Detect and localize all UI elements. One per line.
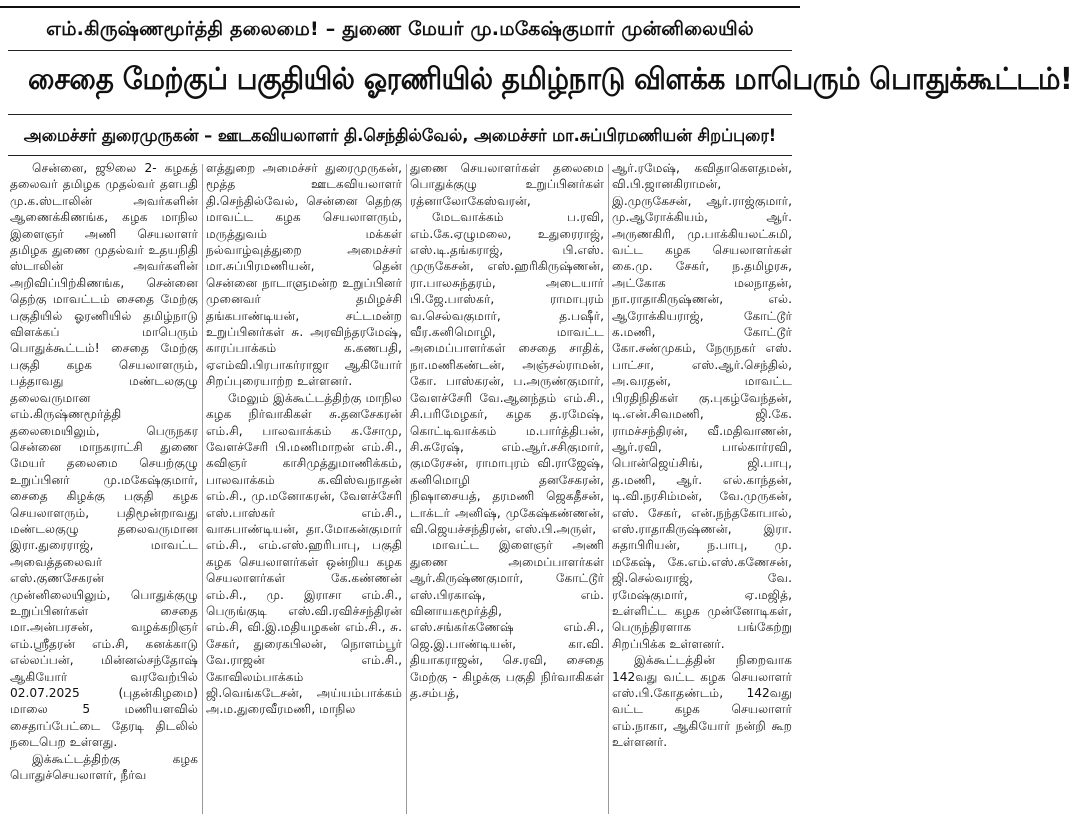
headline-divider <box>8 114 792 115</box>
paragraph: ஆர்.ரமேஷ், கவிதாகௌதமன், வி.பி.ஜானகிராமன், இ.முருகேசன், ஆர்.ராஜ்குமார், மு.ஆரோக்கியம், ஆர். அருணகிரி, மு.பாக்கியலட்சுமி, வட்ட கழக செயலாளர்கள் கை.மு. சேகர், ந.தமிழரசு, அட்கோக மலநாதன், நா.ராதாகிருஷ்ணன், எல். ஆரோக்கியராஜ், கோட்டூர் க.மணி, கோட்டூர் கோ.சண்முகம், நேருநகர் எஸ். பாட்சா, எஸ்.ஆர்.செந்தில், அ.வரதன், மாவட்ட பிரதிநிதிகள் கு.புகழ்வேந்தன், டி.என்.சிவமணி, ஜி.கே. ராமச்சந்திரன், வீ.மதிவாணன், ஆர்.ரவி, பால்கார்ரவி, பொன்ஜெய்சிங், ஜி.பாபு, த.மணி, ஆர். எல்.காந்தன், டி.வி.நரசிம்மன், வே.முருகன், எஸ். சேகர், என்.நந்தகோபால், எஸ்.ராதாகிருஷ்ணன், இரா. சுதாபிரியன், ந.பாபு, மு. மகேஷ், கே.எம்.எஸ்.கணேசன், ஜி.செல்வராஜ், வே. ரமேஷ்குமார், ஏ.மஜித், உள்ளிட்ட கழக முன்னோடிகள், பெருந்திரளாக பங்கேற்று சிறப்பிக்க உள்ளனர். <box>612 161 792 651</box>
column-divider <box>406 164 407 814</box>
paragraph: சென்னை, ஜூலை 2- கழகத் தலைவர் தமிழக முதல்வர் தளபதி மு.க.ஸ்டாலின் அவர்களின் ஆணைக்கிணங்க, கழக மாநில இளைஞர் அணி செயலாளர் தமிழக துணை முதல்வர் உதயநிதி ஸ்டாலின் அவர்களின் அறிவிப்பிற்கிணங்க, சென்னை தெற்கு மாவட்டம் சைதை மேற்கு பகுதியில் ஓரணியில் தமிழ்நாடு விளக்கப் மாபெரும் பொதுக்கூட்டம்! சைதை மேற்கு பகுதி கழக செயலாளரும், பத்தாவது மண்டலகுழு தலைவருமான எம்.கிருஷ்ணமூர்த்தி தலைமையிலும், பெருநகர சென்னை மாநகராட்சி துணை மேயர் தலைமை செயற்குழு உறுப்பினர் மு.மகேஷ்குமார், சைதை கிழக்கு பகுதி கழக செயலாளரும், பதிமூன்றாவது மண்டலகுழு தலைவருமான இரா.துரைராஜ், மாவட்ட அவைத்தலைவர் எஸ்.குணசேகரன் முன்னிலையிலும், பொதுக்குழு உறுப்பினர்கள் சைதை மா.அன்பரசன், வழக்கறிஞர் எம்.ஸ்ரீதரன் எம்.சி, கனக்காடு எல்லப்பன், மின்னல்சந்தோஷ் ஆகியோர் வரவேற்பில் 02.07.2025 (புதன்கிழமை) மாலை 5 மணியளவில் சைதாப்பேட்டை தேரடி திடலில் நடைபெற உள்ளது. <box>10 161 198 750</box>
top-border <box>0 0 800 8</box>
paragraph: இக்கூட்டத்தின் நிறைவாக 142வது வட்ட கழக செயலாளர் எஸ்.பி.கோதண்டம், 142வது வட்ட கழக செயலாளர் எம்.நாகா, ஆகியோர் நன்றி கூற உள்ளனர். <box>612 653 792 750</box>
paragraph: மேலும் இக்கூட்டத்திற்கு மாநில கழக நிர்வாகிகள் சு.தனசேகரன் எம்.சி, பாலவாக்கம் க.சோமு, வேளச்சேரி பி.மணிமாறன் எம்.சி., கவிஞர் காசிமுத்துமாணிக்கம், பாலவாக்கம் க.விஸ்வநாதன் எம்.சி., மு.மனோகரன், வேளச்சேரி எஸ்.பாஸ்கர் எம்.சி., வாசுபாண்டியன், தா.மோகன்குமார் எம்.சி., எம்.எஸ்.ஹரிபாபு, பகுதி கழக செயலாளர்கள் ஒன்றிய கழக செயலாளர்கள் கே.கண்ணன் எம்.சி., மு. இராசா எம்.சி., பெருங்குடி எஸ்.வி.ரவிச்சந்திரன் எம்.சி, வி.இ.மதியழகன் எம்.சி., சு. சேகர், துரைகபிலன், நொளம்பூர் வே.ராஜன் எம்.சி., கோவிலம்பாக்கம் ஜி.வெங்கடேசன், அய்யம்பாக்கம் அ.ம.துரைவீரமணி, மாநில <box>206 390 402 717</box>
article-column-4 <box>612 160 792 816</box>
subheadline: அமைச்சர் துரைமுருகன் – ஊடகவியலாளர் தி.செந்தில்வேல், அமைச்சர் மா.சுப்பிரமணியன் சிறப்புரை! <box>23 126 777 146</box>
paragraph: ளத்துறை அமைச்சர் துரைமுருகன், மூத்த ஊடகவியலாளர் தி.செந்தில்வேல், சென்னை தெற்கு மாவட்ட கழக செயலாளரும், மருத்துவம் மக்கள் நல்வாழ்வுத்துறை அமைச்சர் மா.சுப்பிரமணியன், தென் சென்னை நாடாளுமன்ற உறுப்பினர் முனைவர் தமிழச்சி தங்கபாண்டியன், சட்டமன்ற உறுப்பினர்கள் சு. அரவிந்தரமேஷ், காரப்பாக்கம் க.கணபதி, ஏஎம்வி.பிரபாகர்ராஜா ஆகியோர் சிறப்புரையாற்ற உள்ளனர். <box>206 161 402 389</box>
headline: சைதை மேற்குப் பகுதியில் ஓரணியில் தமிழ்நாடு விளக்க மாபெரும் பொதுக்கூட்டம்! <box>28 62 1072 97</box>
paragraph: துணை செயலாளர்கள் தலைமை பொதுக்குழு உறுப்பினர்கள் ரத்னாலோகேஸ்வரன், <box>410 161 604 208</box>
article-column-3 <box>410 160 604 816</box>
paragraph: இக்கூட்டத்திற்கு கழக பொதுச்செயலாளர், நீர்வ <box>10 751 198 783</box>
column-divider <box>608 164 609 814</box>
paragraph: மாவட்ட இளைஞர் அணி துணை அமைப்பாளர்கள் ஆர்.கிருஷ்ணகுமார், கோட்டூர் எஸ்.பிரகாஷ், எம். வினாயகமூர்த்தி, எஸ்.சங்கர்கணேஷ் எம்.சி., ஜெ.இ.பாண்டியன், கா.வி. தியாகராஜன், செ.ரவி, சைதை மேற்கு - கிழக்கு பகுதி நிர்வாகிகள் த.சம்பத், <box>410 538 604 700</box>
kicker-line: எம்.கிருஷ்ணமூர்த்தி தலைமை! – துணை மேயர் மு.மகேஷ்குமார் முன்னிலையில் <box>46 18 754 40</box>
paragraph: மேடவாக்கம் ப.ரவி, எம்.கே.ஏழுமலை, உதுரைராஜ், எஸ்.டி.தங்கராஜ், பி.எஸ். முருகேசன், எஸ்.ஹரிகிருஷ்ணன், ரா.பாலசுந்தரம், அடையார் பி.ஜே.பாஸ்கர், ராமாபுரம் வ.செல்வகுமார், த.பஷீர், வீர.கனிமொழி, மாவட்ட அமைப்பாளர்கள் சைதை சாதிக், நா.மணிகண்டன், அஞ்சல்ராமன், கோ. பாஸ்கரன், ப.அருண்குமார், வேளச்சேரி வே.ஆனந்தம் எம்.சி., சி.பரிமேழகர், கழக த.ரமேஷ், கொட்டிவாக்கம் ம.பார்த்திபன், சி.சுரேஷ், எம்.ஆர்.சசிகுமார், குமரேசன், ராமாபுரம் வி.ராஜேஷ், கனிமொழி தனசேகரன், நிஷாசையத், தரமணி ஜெகதீசன், டாக்டர் அனிஷ், முகேஷ்கண்ணன், வி.ஜெயச்சந்திரன், எஸ்.பி.அருள், <box>410 210 604 536</box>
column-divider <box>202 164 203 814</box>
kicker-divider <box>8 50 792 51</box>
article-column-2 <box>206 160 402 816</box>
article-column-1 <box>10 160 198 816</box>
article-body <box>10 160 792 816</box>
subhead-divider <box>8 155 792 156</box>
